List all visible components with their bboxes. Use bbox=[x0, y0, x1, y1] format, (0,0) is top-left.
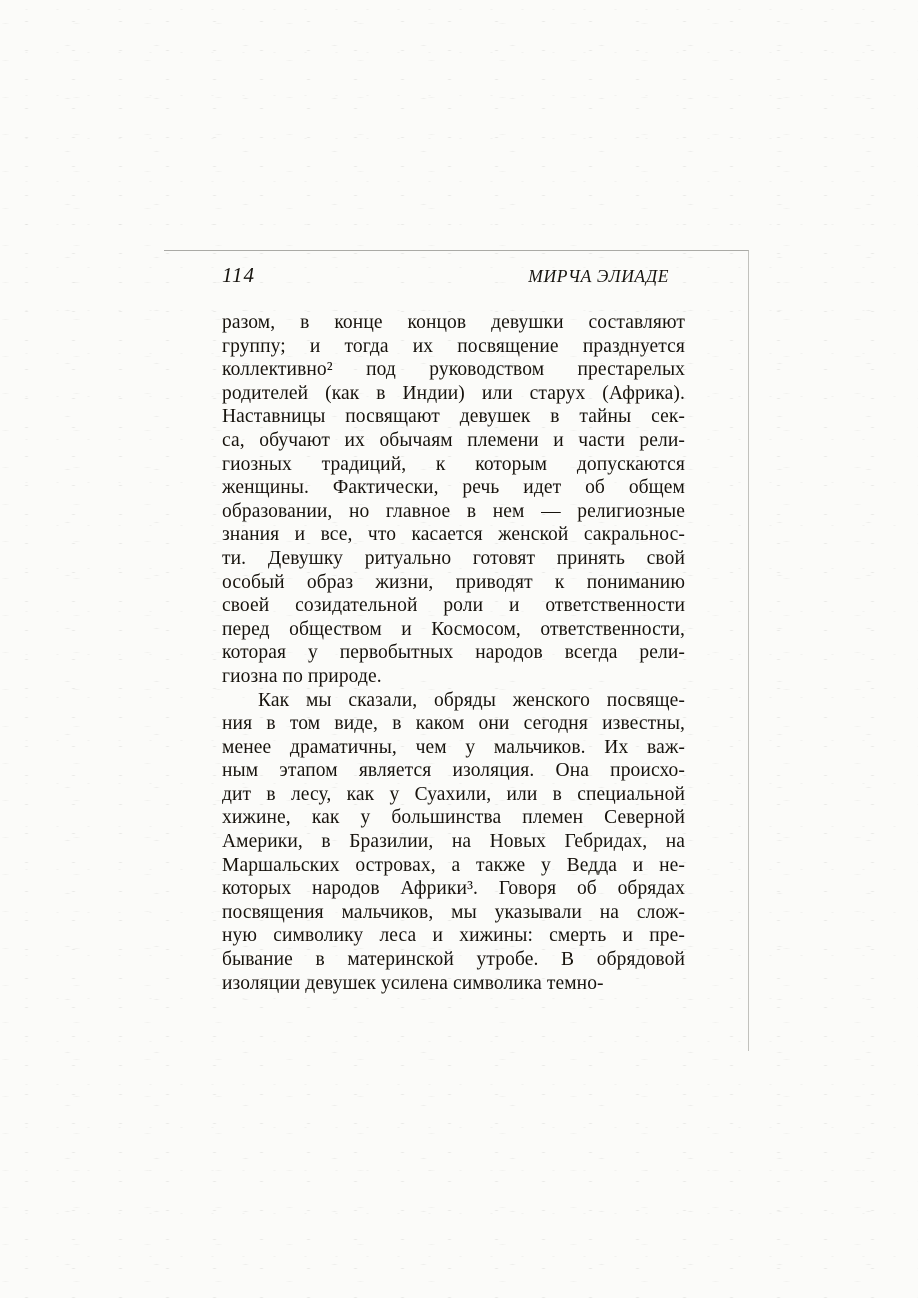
text-line: Наставницы посвящают девушек в тайны сек- bbox=[222, 406, 685, 428]
page-number: 114 bbox=[222, 263, 255, 287]
text-line: дит в лесу, как у Суахили, или в специальной bbox=[222, 783, 685, 805]
text-line: бывание в материнской утробе. В обрядовой bbox=[222, 949, 685, 971]
page-header bbox=[222, 263, 685, 288]
text-line: разом, в конце концов девушки составляют bbox=[222, 312, 685, 333]
text-line: Америки, в Бразилии, на Новых Гебридах, на bbox=[222, 831, 685, 853]
text-line: образовании, но главное в нем — религиозные bbox=[222, 500, 685, 522]
text-line: перед обществом и Космосом, ответственности, bbox=[222, 618, 685, 640]
text-line: ния в том виде, в каком они сегодня известны, bbox=[222, 713, 685, 735]
text-line: ти. Девушку ритуально готовят принять свой bbox=[222, 547, 685, 569]
text-line: особый образ жизни, приводят к пониманию bbox=[222, 571, 685, 593]
text-line: которых народов Африки³. Говоря об обрядах bbox=[222, 878, 685, 900]
paragraph bbox=[222, 689, 685, 996]
text-line: изоляции девушек усилена символика темно- bbox=[222, 972, 604, 994]
running-header-title: МИРЧА ЭЛИАДЕ bbox=[528, 266, 669, 286]
paragraph bbox=[222, 311, 685, 689]
text-line: Маршальских островах, а также у Ведда и не- bbox=[222, 854, 685, 876]
text-line: родителей (как в Индии) или старух (Африка). bbox=[222, 382, 685, 404]
text-line: посвящения мальчиков, мы указывали на слож- bbox=[222, 901, 685, 923]
text-line: са, обучают их обычаям племени и части рели- bbox=[222, 429, 685, 451]
text-line: группу; и тогда их посвящение празднуется bbox=[222, 335, 685, 357]
text-line: гиозных традиций, к которым допускаются bbox=[222, 453, 685, 475]
text-line: своей созидательной роли и ответственности bbox=[222, 595, 685, 617]
text-line: ным этапом является изоляция. Она происхо- bbox=[222, 760, 685, 782]
text-line: хижине, как у большинства племен Северной bbox=[222, 807, 685, 829]
text-line: женщины. Фактически, речь идет об общем bbox=[222, 477, 685, 499]
text-line: менее драматичны, чем у мальчиков. Их важ- bbox=[222, 736, 685, 758]
text-line: Как мы сказали, обряды женского посвяще- bbox=[258, 689, 685, 711]
text-line: которая у первобытных народов всегда рели- bbox=[222, 642, 685, 664]
text-line: ную символику леса и хижины: смерть и пре- bbox=[222, 925, 685, 947]
text-line: коллективно² под руководством престарелых bbox=[222, 359, 685, 381]
page-body-text bbox=[222, 311, 685, 995]
text-line: гиозна по природе. bbox=[222, 665, 382, 687]
text-line: знания и все, что касается женской сакральнос- bbox=[222, 524, 685, 546]
